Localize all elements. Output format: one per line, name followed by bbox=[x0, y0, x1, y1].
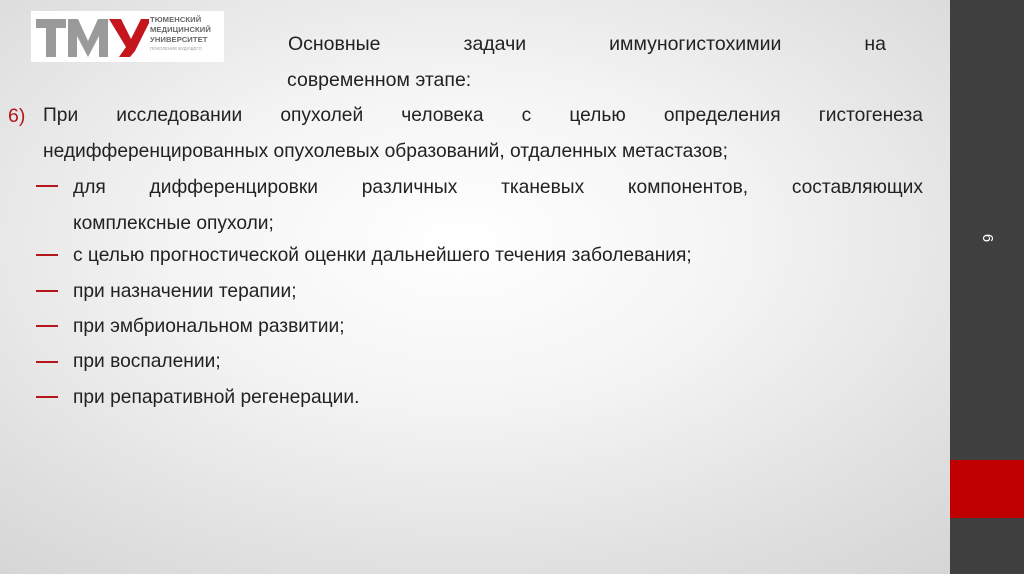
word: целью bbox=[569, 105, 626, 126]
word: тканевых bbox=[501, 177, 585, 198]
word: исследовании bbox=[116, 105, 243, 126]
bullet-dash bbox=[36, 325, 58, 327]
item-text-line2: недифференцированных опухолевых образований, отдаленных метастазов; bbox=[43, 141, 728, 162]
title-word: задачи bbox=[463, 33, 527, 55]
slide-title-line2: современном этапе: bbox=[287, 69, 472, 91]
word: гистогенеза bbox=[818, 105, 923, 126]
page-number: 6 bbox=[979, 233, 996, 243]
bullet-line1 bbox=[73, 170, 923, 206]
word: различных bbox=[361, 177, 458, 198]
title-word: Основные bbox=[288, 33, 381, 55]
word: человека bbox=[401, 105, 484, 126]
item-number: 6) bbox=[8, 105, 26, 127]
bullet-dash bbox=[36, 254, 58, 256]
item-text-line1 bbox=[43, 98, 923, 134]
word: При bbox=[43, 105, 79, 126]
accent-block bbox=[950, 460, 1024, 518]
university-logo bbox=[31, 11, 224, 62]
logo-wordmark bbox=[150, 15, 224, 52]
word: определения bbox=[663, 105, 781, 126]
logo-tagline: ПОКОЛЕНИЕ БУДУЩЕГО bbox=[150, 46, 202, 51]
right-sidebar bbox=[950, 0, 1024, 574]
bullet-dash bbox=[36, 396, 58, 398]
tmu-logo-mark bbox=[31, 11, 149, 62]
logo-line: МЕДИЦИНСКИЙ bbox=[150, 25, 211, 34]
bullet-item: при репаративной регенерации. bbox=[73, 387, 360, 408]
item-text bbox=[43, 98, 923, 170]
bullet-item: при воспалении; bbox=[73, 351, 221, 372]
word: для bbox=[73, 177, 106, 198]
bullet-dash bbox=[36, 361, 58, 363]
title-word: иммуногистохимии bbox=[609, 33, 782, 55]
bullet-item: с целью прогностической оценки дальнейшего течения заболевания; bbox=[73, 245, 692, 266]
logo-line: ТЮМЕНСКИЙ bbox=[150, 15, 202, 24]
bullet-item: при назначении терапии; bbox=[73, 281, 297, 302]
word: дифференцировки bbox=[149, 177, 318, 198]
word: опухолей bbox=[280, 105, 364, 126]
bullet-line2: комплексные опухоли; bbox=[73, 213, 274, 234]
slide-title-line1 bbox=[288, 33, 886, 63]
word: с bbox=[521, 105, 532, 126]
logo-line: УНИВЕРСИТЕТ bbox=[150, 35, 208, 44]
word: компонентов, bbox=[627, 177, 749, 198]
bullet-item: при эмбриональном развитии; bbox=[73, 316, 345, 337]
word: составляющих bbox=[791, 177, 923, 198]
bullet-item bbox=[73, 170, 923, 242]
bullet-dash bbox=[36, 185, 58, 187]
bullet-dash bbox=[36, 290, 58, 292]
title-word: на bbox=[864, 33, 886, 55]
